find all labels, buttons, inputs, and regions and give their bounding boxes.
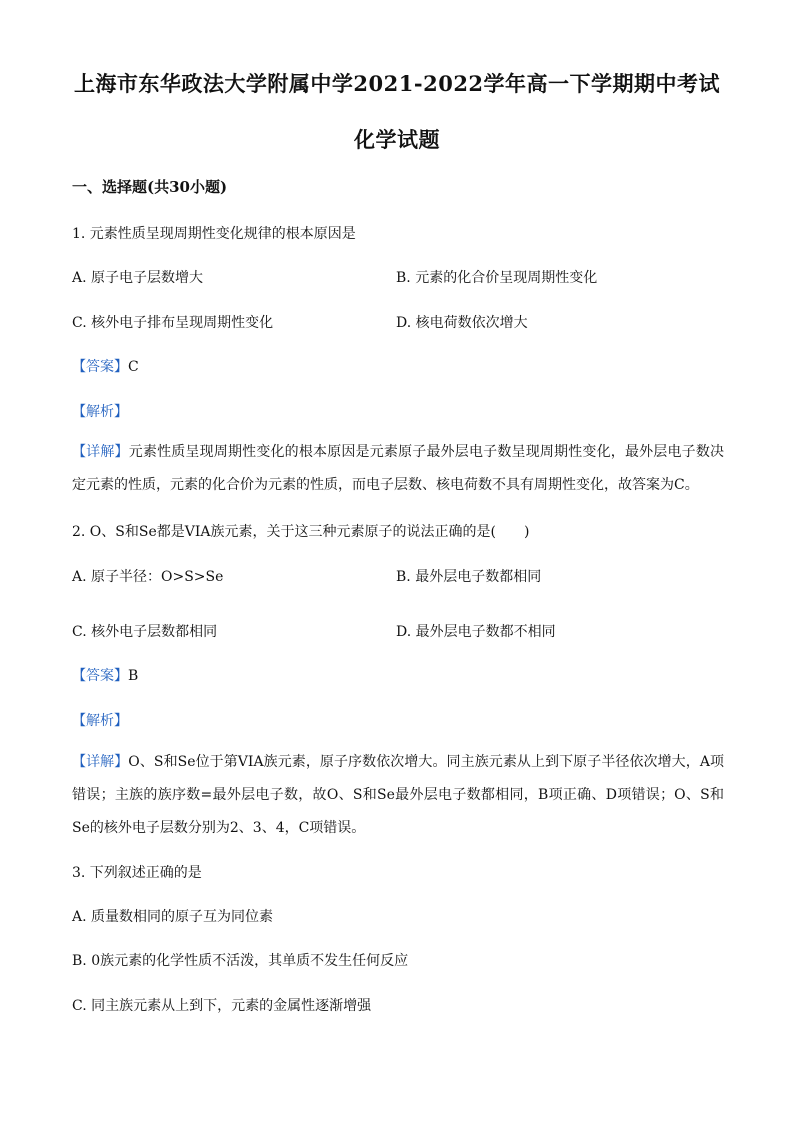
q1-option-a: A. 原子电子层数增大 xyxy=(72,270,204,286)
q1-answer xyxy=(72,356,139,376)
document-subtitle: 化学试题 xyxy=(354,127,440,152)
q1-answer-value: C xyxy=(128,359,139,375)
q2-detail xyxy=(72,746,724,845)
q3-option-b: B. 0族元素的化学性质不活泼，其单质不发生任何反应 xyxy=(72,953,409,969)
q2-detail-text: O、S和Se位于第VIA族元素，原子序数依次增大。同主族元素从上到下原子半径依次增大，A项错误；主族的族序数=最外层电子数，故O、S和Se最外层电子数都相同，B项正确、D项错误；O、S和Se的核外电子层数分别为2、3、4，C项错误。 xyxy=(72,754,725,836)
q3-stem: 3. 下列叙述正确的是 xyxy=(72,865,202,881)
q3-option-a: A. 质量数相同的原子互为同位素 xyxy=(72,909,274,925)
q1-detail xyxy=(72,436,724,502)
q3-option-c: C. 同主族元素从上到下，元素的金属性逐渐增强 xyxy=(72,998,372,1014)
section-heading: 一、选择题(共30小题) xyxy=(72,178,228,196)
q1-analysis-tag xyxy=(72,401,128,421)
q2-option-a: A. 原子半径：O>S>Se xyxy=(72,569,224,585)
q1-option-c: C. 核外电子排布呈现周期性变化 xyxy=(72,315,274,331)
document-title: 上海市东华政法大学附属中学2021-2022学年高一下学期期中考试 xyxy=(73,71,721,96)
q2-analysis-tag xyxy=(72,710,128,730)
q2-answer-value: B xyxy=(128,668,139,684)
q2-answer xyxy=(72,665,138,685)
detail-tag: 【详解】 xyxy=(72,444,129,460)
q1-option-d: D. 核电荷数依次增大 xyxy=(396,315,528,331)
q1-option-b: B. 元素的化合价呈现周期性变化 xyxy=(396,270,598,286)
q1-detail-text: 元素性质呈现周期性变化的根本原因是元素原子最外层电子数呈现周期性变化，最外层电子数决定元素的性质，元素的化合价为元素的性质，而电子层数、核电荷数不具有周期性变化，故答案为C。 xyxy=(72,444,725,493)
q1-stem: 1. 元素性质呈现周期性变化规律的根本原因是 xyxy=(72,226,356,242)
detail-tag: 【详解】 xyxy=(72,754,129,770)
q2-option-c: C. 核外电子层数都相同 xyxy=(72,624,218,640)
analysis-tag: 【解析】 xyxy=(72,713,128,729)
q2-stem: 2. O、S和Se都是VIA族元素，关于这三种元素原子的说法正确的是( ) xyxy=(72,524,530,540)
q2-option-d: D. 最外层电子数都不相同 xyxy=(396,624,556,640)
q2-option-b: B. 最外层电子数都相同 xyxy=(396,569,542,585)
answer-tag: 【答案】 xyxy=(72,668,128,684)
answer-tag: 【答案】 xyxy=(72,359,128,375)
analysis-tag: 【解析】 xyxy=(72,404,128,420)
